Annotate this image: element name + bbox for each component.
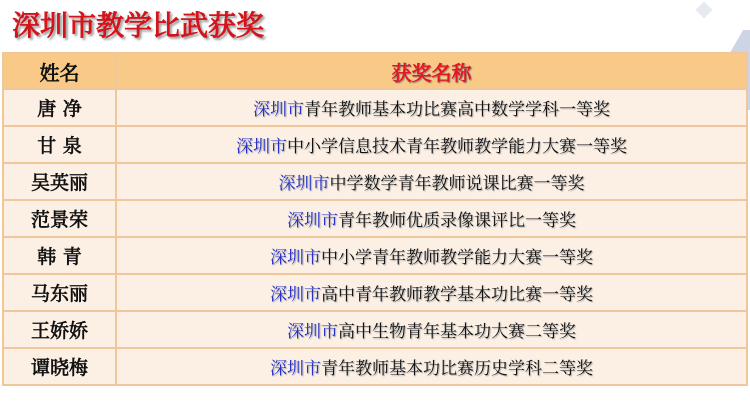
teacher-name: 吴英丽: [3, 163, 116, 200]
award-city: 深圳市: [253, 100, 304, 120]
award-name: [116, 274, 747, 311]
teacher-name: 王娇娇: [3, 311, 116, 348]
award-text: 中小学青年教师教学能力大赛一等奖: [321, 248, 593, 268]
teacher-name: 韩 青: [3, 237, 116, 274]
award-text: 中小学信息技术青年教师教学能力大赛一等奖: [287, 137, 627, 157]
award-city: 深圳市: [278, 174, 330, 194]
award-name: [116, 200, 747, 237]
award-name: [116, 89, 747, 126]
award-name: [116, 311, 747, 348]
award-city: 深圳市: [270, 248, 321, 268]
award-name: [116, 237, 747, 274]
award-text: 高中青年教师教学基本功比赛一等奖: [321, 285, 593, 305]
award-text: 青年教师基本功比赛高中数学学科一等奖: [304, 100, 610, 120]
award-name: [116, 126, 747, 163]
teacher-name: 马东丽: [3, 274, 116, 311]
header-name: 姓名: [3, 53, 116, 89]
table-row: [3, 348, 747, 385]
teacher-name: 范景荣: [3, 200, 116, 237]
teacher-name: 唐 净: [3, 89, 116, 126]
table-row: [3, 163, 747, 200]
award-text: 中学数学青年教师说课比赛一等奖: [329, 174, 585, 194]
teacher-name: 谭晓梅: [3, 348, 116, 385]
awards-table: [2, 52, 748, 386]
decorative-diamond: [696, 2, 713, 19]
header-award: 获奖名称: [116, 53, 747, 89]
award-city: 深圳市: [236, 137, 287, 157]
award-text: 青年教师基本功比赛历史学科二等奖: [321, 359, 593, 379]
award-name: [116, 348, 747, 385]
award-city: 深圳市: [287, 322, 338, 342]
award-city: 深圳市: [270, 359, 321, 379]
award-city: 深圳市: [287, 211, 338, 231]
award-city: 深圳市: [270, 285, 321, 305]
award-text: 青年教师优质录像课评比一等奖: [338, 211, 576, 231]
table-row: [3, 311, 747, 348]
award-text: 高中生物青年基本功大赛二等奖: [338, 322, 576, 342]
award-name: [116, 163, 747, 200]
table-row: [3, 274, 747, 311]
page-title: 深圳市教学比武获奖: [12, 9, 265, 42]
teacher-name: 甘 泉: [3, 126, 116, 163]
table-header: [3, 53, 747, 89]
table-row: [3, 126, 747, 163]
table-row: [3, 237, 747, 274]
table-row: [3, 89, 747, 126]
table-row: [3, 200, 747, 237]
